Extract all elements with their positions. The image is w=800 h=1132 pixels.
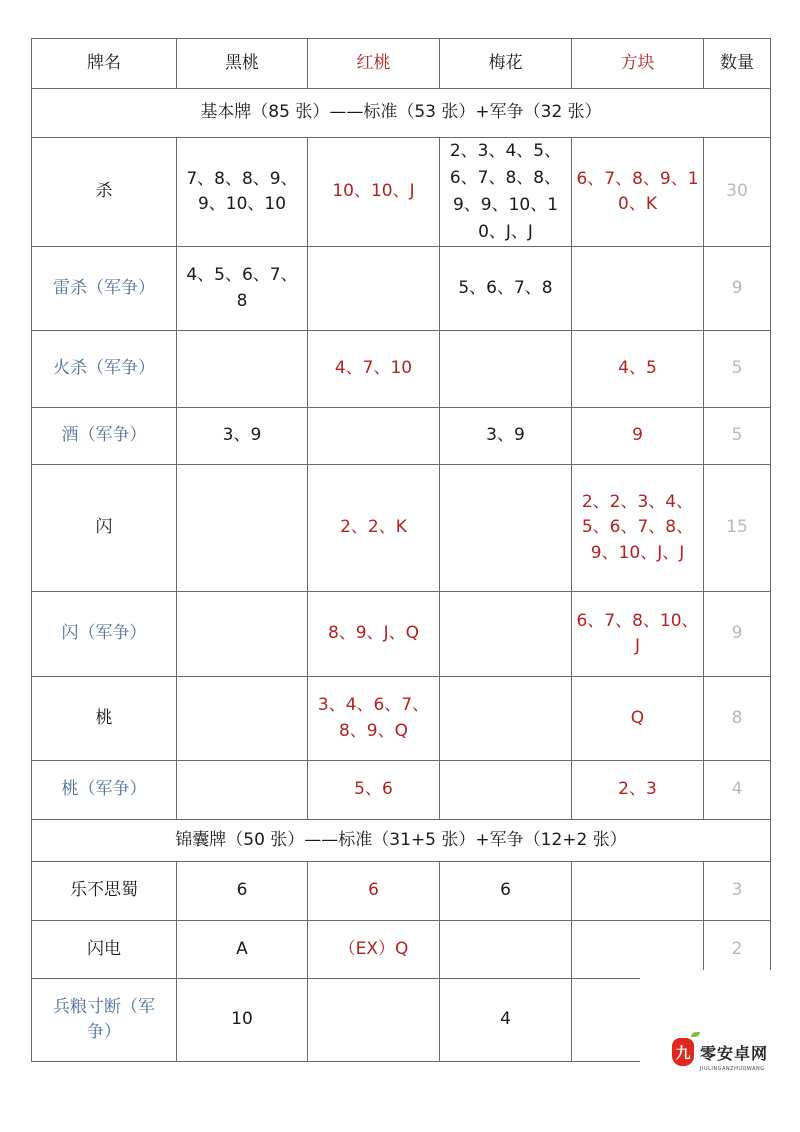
spade-values: A xyxy=(177,921,308,979)
table-row xyxy=(32,331,771,408)
card-name: 雷杀（军争） xyxy=(32,247,177,331)
count-value: 9 xyxy=(704,247,771,331)
count-value: 30 xyxy=(704,138,771,247)
count-value: 5 xyxy=(704,408,771,465)
count-value: 2 xyxy=(704,921,771,979)
heart-values: 8、9、J、Q xyxy=(308,592,440,677)
section-basic-row xyxy=(32,89,771,138)
count-value: 4 xyxy=(704,761,771,820)
card-name: 桃（军争） xyxy=(32,761,177,820)
header-name: 牌名 xyxy=(32,39,177,89)
card-name: 兵粮寸断（军争） xyxy=(32,979,177,1062)
heart-values: （EX）Q xyxy=(308,921,440,979)
card-name: 闪电 xyxy=(32,921,177,979)
diamond-values: 9 xyxy=(572,408,704,465)
spade-values: 3、9 xyxy=(177,408,308,465)
header-row xyxy=(32,39,771,89)
card-distribution-table xyxy=(31,38,771,1062)
club-values xyxy=(440,465,572,592)
heart-values xyxy=(308,247,440,331)
card-name: 闪（军争） xyxy=(32,592,177,677)
header-diamond: 方块 xyxy=(572,39,704,89)
club-values xyxy=(440,592,572,677)
count-value: 3 xyxy=(704,862,771,921)
header-heart: 红桃 xyxy=(308,39,440,89)
diamond-values: 4、5 xyxy=(572,331,704,408)
heart-values: 3、4、6、7、8、9、Q xyxy=(308,677,440,761)
table-row xyxy=(32,408,771,465)
heart-values xyxy=(308,408,440,465)
diamond-values xyxy=(572,247,704,331)
section-basic-title: 基本牌（85 张）——标准（53 张）+军争（32 张） xyxy=(32,89,771,138)
heart-values: 6 xyxy=(308,862,440,921)
card-name: 桃 xyxy=(32,677,177,761)
watermark-logo xyxy=(672,1038,768,1066)
club-values xyxy=(440,921,572,979)
heart-values: 5、6 xyxy=(308,761,440,820)
spade-values: 6 xyxy=(177,862,308,921)
table-row xyxy=(32,247,771,331)
card-name: 闪 xyxy=(32,465,177,592)
count-value: 15 xyxy=(704,465,771,592)
card-name: 酒（军争） xyxy=(32,408,177,465)
table-row xyxy=(32,592,771,677)
spade-values xyxy=(177,592,308,677)
spade-values: 4、5、6、7、8 xyxy=(177,247,308,331)
section-trick-title: 锦囊牌（50 张）——标准（31+5 张）+军争（12+2 张） xyxy=(32,820,771,862)
section-trick-row xyxy=(32,820,771,862)
heart-values: 10、10、J xyxy=(308,138,440,247)
heart-values: 4、7、10 xyxy=(308,331,440,408)
table-row xyxy=(32,138,771,247)
table-row xyxy=(32,862,771,921)
club-values xyxy=(440,331,572,408)
diamond-values xyxy=(572,862,704,921)
heart-values xyxy=(308,979,440,1062)
header-spade: 黑桃 xyxy=(177,39,308,89)
club-values: 5、6、7、8 xyxy=(440,247,572,331)
watermark-badge-icon xyxy=(672,1038,694,1066)
club-values: 6 xyxy=(440,862,572,921)
leaf-icon xyxy=(691,1032,700,1037)
heart-values: 2、2、K xyxy=(308,465,440,592)
table-row xyxy=(32,465,771,592)
card-name: 火杀（军争） xyxy=(32,331,177,408)
diamond-values: Q xyxy=(572,677,704,761)
header-count: 数量 xyxy=(704,39,771,89)
count-value: 5 xyxy=(704,331,771,408)
table-row xyxy=(32,677,771,761)
card-name: 杀 xyxy=(32,138,177,247)
diamond-values: 2、2、3、4、5、6、7、8、9、10、J、J xyxy=(572,465,704,592)
spade-values: 7、8、8、9、9、10、10 xyxy=(177,138,308,247)
club-values xyxy=(440,677,572,761)
spade-values xyxy=(177,331,308,408)
spade-values: 10 xyxy=(177,979,308,1062)
watermark-overlay xyxy=(640,970,800,1132)
club-values: 4 xyxy=(440,979,572,1062)
club-values: 3、9 xyxy=(440,408,572,465)
spade-values xyxy=(177,465,308,592)
count-value: 8 xyxy=(704,677,771,761)
watermark-subtext: JIULINGANZHUOWANG xyxy=(700,1066,765,1072)
spade-values xyxy=(177,677,308,761)
count-value: 9 xyxy=(704,592,771,677)
card-name: 乐不思蜀 xyxy=(32,862,177,921)
diamond-values: 6、7、8、10、J xyxy=(572,592,704,677)
watermark-text: 零安卓网 xyxy=(700,1043,769,1063)
spade-values xyxy=(177,761,308,820)
club-values: 2、3、4、5、6、7、8、8、9、9、10、10、J、J xyxy=(440,138,572,247)
table-row xyxy=(32,761,771,820)
watermark-badge-glyph: 九 xyxy=(675,1043,691,1062)
diamond-values: 2、3 xyxy=(572,761,704,820)
diamond-values: 6、7、8、9、10、K xyxy=(572,138,704,247)
club-values xyxy=(440,761,572,820)
header-club: 梅花 xyxy=(440,39,572,89)
